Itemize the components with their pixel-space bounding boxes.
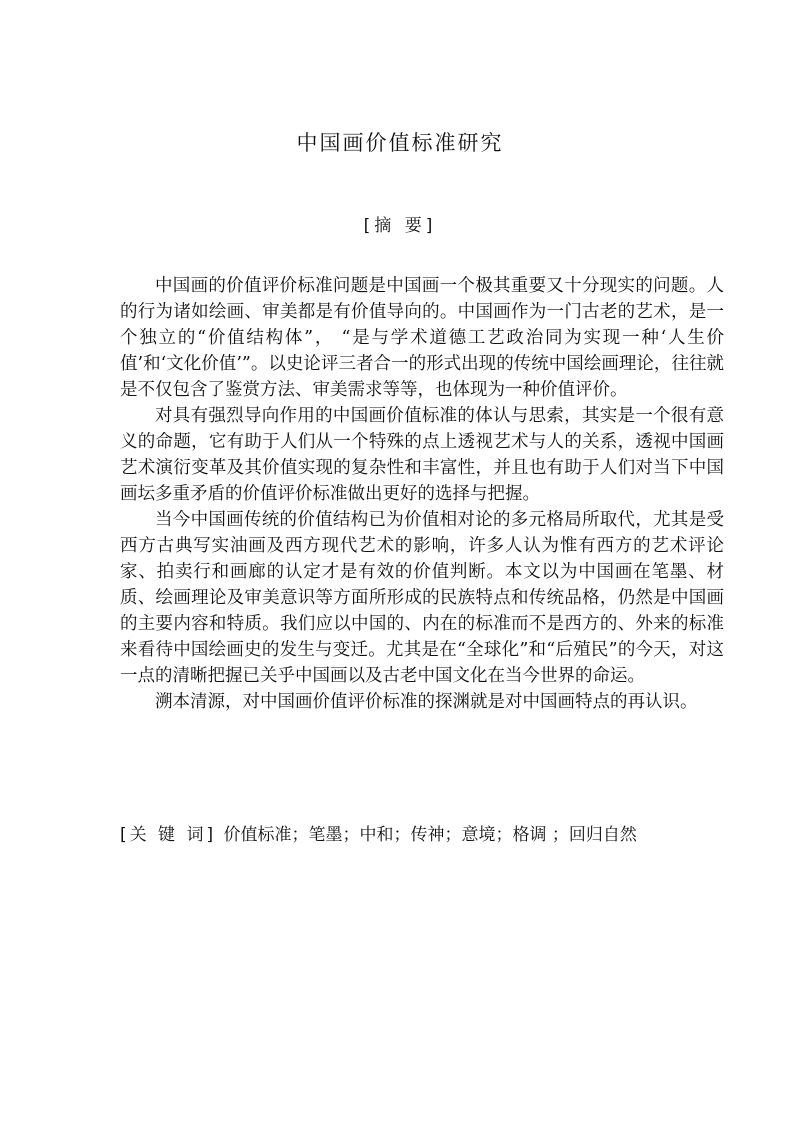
page-title: 中国画价值标准研究 [296, 131, 504, 155]
keywords-line [120, 822, 724, 848]
abstract-paragraph-1: 中国画的价值评价标准问题是中国画一个极其重要又十分现实的问题。人的行为诸如绘画、审美都是有价值导向的。中国画作为一门古老的艺术，是一个独立的“价值结构体”， “是与学术道德工艺政治同为实现一种‘人生价值’和‘文化价值’”。以史论评三者合一的形式出现的传统中国绘画理论，往往就是不仅包含了鉴赏方法、审美需求等等，也体现为一种价值评价。 [120, 276, 724, 400]
abstract-heading: [摘 要] [363, 216, 437, 236]
abstract-paragraph-3: 当今中国画传统的价值结构已为价值相对论的多元格局所取代，尤其是受西方古典写实油画及西方现代艺术的影响，许多人认为惟有西方的艺术评论家、拍卖行和画廊的认定才是有效的价值判断。本文以为中国画在笔墨、材质、绘画理论及审美意识等方面所形成的民族特点和传统品格，仍然是中国画的主要内容和特质。我们应以中国的、内在的标准而不是西方的、外来的标准来看待中国绘画史的发生与变迁。尤其是在“全球化”和“后殖民”的今天，对这一点的清晰把握已关乎中国画以及古老中国文化在当今世界的命运。 [120, 510, 724, 686]
abstract-paragraph-2: 对具有强烈导向作用的中国画价值标准的体认与思索，其实是一个很有意义的命题，它有助于人们从一个特殊的点上透视艺术与人的关系，透视中国画艺术演衍变革及其价值实现的复杂性和丰富性，并且也有助于人们对当下中国画坛多重矛盾的价值评价标准做出更好的选择与把握。 [120, 406, 724, 504]
abstract-paragraph-4: 溯本清源，对中国画价值评价标准的探渊就是对中国画特点的再认识。 [155, 692, 698, 712]
keywords-list: 价值标准；笔墨；中和；传神；意境；格调 ；回归自然 [223, 825, 637, 845]
keywords-label: [关 键 词] [120, 825, 217, 845]
abstract-body [120, 273, 724, 715]
